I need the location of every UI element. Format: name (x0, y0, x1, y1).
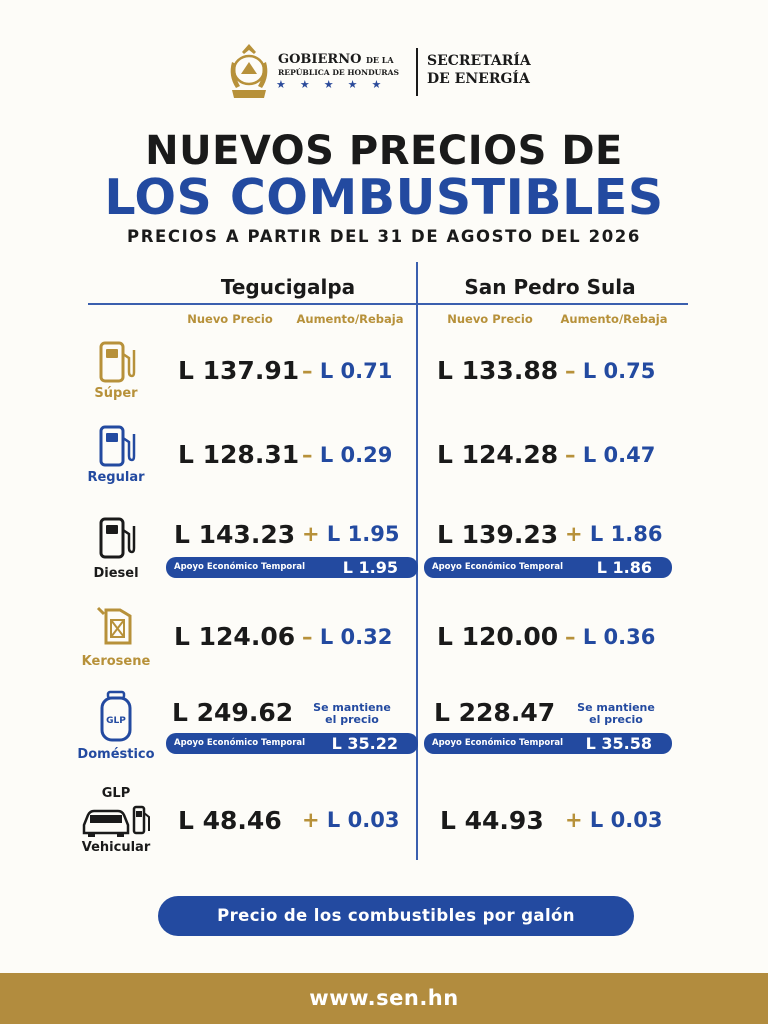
price-sps-regular: L 124.28 (437, 440, 559, 469)
gas-pump-icon (94, 340, 138, 384)
apoyo-tgu-domestico: Apoyo Económico Temporal L 35.22 (166, 733, 418, 754)
government-name: GOBIERNO DE LA (278, 52, 394, 67)
honduras-coat-of-arms-icon (226, 42, 272, 100)
price-sps-domestico: L 228.47 (434, 698, 556, 727)
price-tgu-glp: L 48.46 (178, 806, 282, 835)
title-line1: NUEVOS PRECIOS DE (145, 128, 623, 174)
secretaria-name-line1: SECRETARÍA (427, 53, 531, 69)
price-tgu-super: L 137.91 (178, 356, 300, 385)
website-link[interactable]: www.sen.hn (0, 973, 768, 1024)
apoyo-tgu-diesel: Apoyo Económico Temporal L 1.95 (166, 557, 418, 578)
gas-cylinder-text: GLP (106, 716, 126, 726)
fuel-label-super: Súper (94, 386, 138, 401)
city-san-pedro-sula: San Pedro Sula (464, 275, 636, 299)
fuel-label-kerosene: Kerosene (81, 654, 151, 669)
gas-pump-icon (94, 424, 138, 468)
change-tgu-glp: + L 0.03 (302, 808, 400, 832)
change-tgu-regular: – L 0.29 (302, 443, 393, 467)
secretaria-name-line2: DE ENERGÍA (427, 71, 530, 87)
price-tgu-diesel: L 143.23 (174, 520, 296, 549)
price-tgu-regular: L 128.31 (178, 440, 300, 469)
fuel-label-regular: Regular (87, 470, 145, 485)
government-country: REPÚBLICA DE HONDURAS (278, 68, 399, 77)
fuel-label-diesel: Diesel (93, 566, 139, 581)
change-sps-diesel: + L 1.86 (565, 522, 663, 546)
fuel-label-vehicular: Vehicular (81, 840, 151, 855)
city-tegucigalpa: Tegucigalpa (220, 275, 356, 299)
jerry-can-icon (94, 602, 138, 646)
col-header-new-price: Nuevo Precio (187, 312, 273, 326)
col-header-new-price: Nuevo Precio (447, 312, 533, 326)
price-sps-glp: L 44.93 (440, 806, 544, 835)
price-tgu-kerosene: L 124.06 (174, 622, 296, 651)
change-sps-kerosene: – L 0.36 (565, 625, 656, 649)
price-sps-kerosene: L 120.00 (437, 622, 559, 651)
col-header-change: Aumento/Rebaja (560, 312, 668, 326)
price-unchanged-tgu: Se mantiene el precio (313, 701, 391, 726)
per-gallon-note: Precio de los combustibles por galón (158, 896, 634, 936)
price-sps-super: L 133.88 (437, 356, 559, 385)
change-tgu-kerosene: – L 0.32 (302, 625, 393, 649)
change-sps-glp: + L 0.03 (565, 808, 663, 832)
car-fuel-icon (80, 803, 152, 837)
subtitle: PRECIOS A PARTIR DEL 31 DE AGOSTO DEL 2026 (127, 227, 641, 246)
gas-pump-icon (94, 516, 138, 560)
price-unchanged-sps: Se mantiene el precio (577, 701, 655, 726)
change-sps-regular: – L 0.47 (565, 443, 656, 467)
col-header-change: Aumento/Rebaja (296, 312, 404, 326)
change-sps-super: – L 0.75 (565, 359, 656, 383)
fuel-label-glp: GLP (101, 786, 131, 801)
apoyo-sps-domestico: Apoyo Económico Temporal L 35.58 (424, 733, 672, 754)
stars-icon: ★★★★★ (276, 78, 396, 91)
change-tgu-diesel: + L 1.95 (302, 522, 400, 546)
price-tgu-domestico: L 249.62 (172, 698, 294, 727)
header-rule (88, 303, 688, 305)
change-tgu-super: – L 0.71 (302, 359, 393, 383)
title-line2: LOS COMBUSTIBLES (104, 169, 664, 226)
header-divider (416, 48, 418, 96)
apoyo-sps-diesel: Apoyo Económico Temporal L 1.86 (424, 557, 672, 578)
price-sps-diesel: L 139.23 (437, 520, 559, 549)
fuel-label-domestico: Doméstico (77, 747, 155, 762)
